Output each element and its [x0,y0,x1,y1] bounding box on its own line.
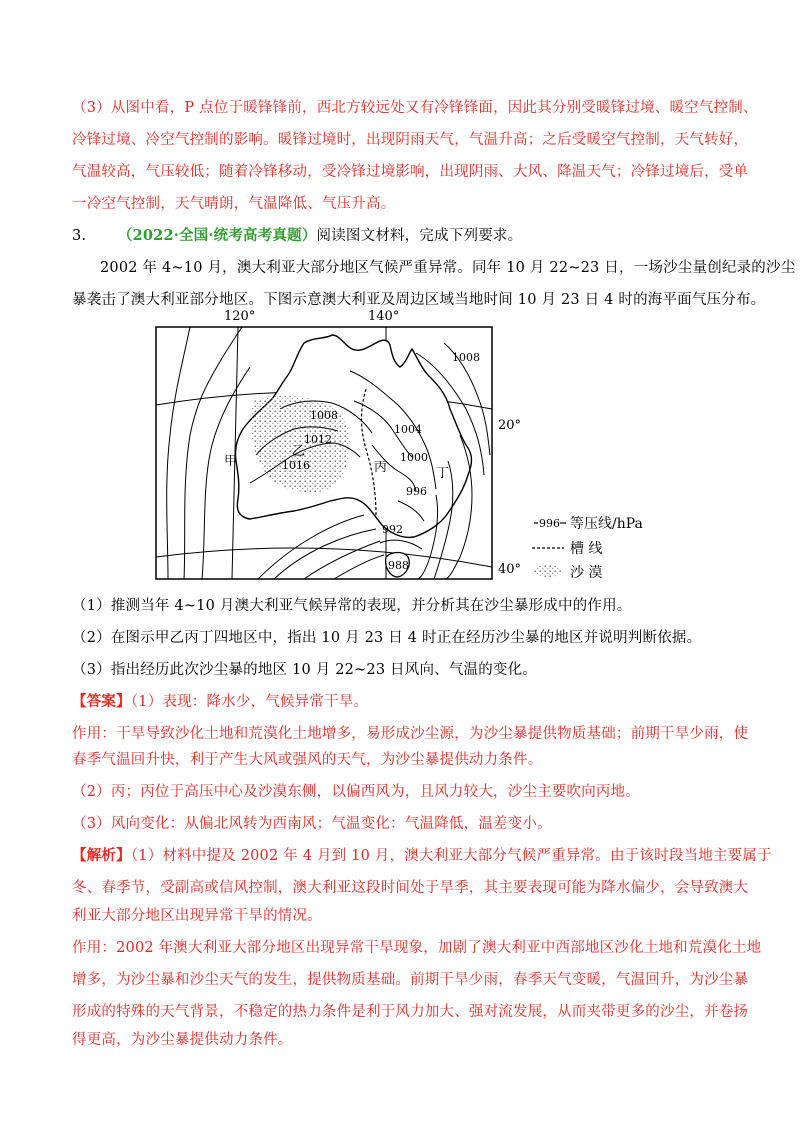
question-source: （2022·全国·统考高考真题） [117,227,317,244]
analysis-text-line: 利亚大部分地区出现异常干旱的情况。 [72,908,322,924]
analysis-text-line: 作用：2002 年澳大利亚大部分地区出现异常干旱现象，加剧了澳大利亚中西部地区沙化土地和荒漠化土地 [72,940,762,956]
material-text-line: 暴袭击了澳大利亚部分地区。下图示意澳大利亚及周边区域当地时间 10 月 23 日 4 时的海平面气压分布。 [72,292,766,308]
answer-text-line: （2）丙；丙位于高压中心及沙漠东侧，以偏西风为，且风力较大，沙尘主要吹向丙地。 [72,784,641,800]
isobar-value-label: 988 [388,559,409,572]
answer-text: （1）表现：降水少，气候异常干旱。 [130,694,369,710]
question-number: 3. [72,228,87,244]
sub-question: （3）指出经历此次沙尘暴的地区 10 月 22~23 日风向、气温的变化。 [72,662,538,678]
region-label-bing: 丙 [374,460,388,475]
pressure-map-figure [154,305,654,585]
sub-question: （1）推测当年 4~10 月澳大利亚气候异常的表现，并分析其在沙尘暴形成中的作用。 [72,598,632,614]
answer-tag: 【答案】 [72,693,131,710]
map-legend [532,515,643,581]
isobar-value-label: 996 [406,485,427,498]
legend-trough-label: 槽 线 [570,541,603,557]
analysis-text-line: 冬、春季节，受副高或信风控制，澳大利亚这段时间处于旱季，其主要表现可能为降水偏少，会导致澳大 [72,880,749,896]
isobar-value-label: 1012 [304,433,332,446]
material-text-line: 2002 年 4~10 月，澳大利亚大部分地区气候严重异常。同年 10 月 22~23 日，一场沙尘量创纪录的沙尘 [100,260,796,276]
analysis-text-line: 形成的特殊的天气背景，不稳定的热力条件是利于风力加大、强对流发展，从而夹带更多的沙尘，并卷扬 [72,1004,749,1020]
analysis-tag: 【解析】 [72,847,131,864]
legend-isobar-sample: 996 [539,517,560,530]
pressure-map [154,305,654,585]
answer-first-line [72,690,368,711]
isobar-value-label: 1016 [282,459,310,472]
sub-question: （2）在图示甲乙丙丁四地区中，指出 10 月 23 日 4 时正在经历沙尘暴的地区并说明判断依据。 [72,630,702,646]
analysis-text: （1）材料中提及 2002 年 4 月到 10 月，澳大利亚大部分气候严重异常。由于该时段当地主要属于 [130,848,772,864]
question-header [72,224,522,245]
longitude-label: 120° [224,309,256,324]
legend-desert-sample [534,565,562,577]
answer-text-line: 气温较高，气压较低；随着冷锋移动，受冷锋过境影响，出现阴雨、大风、降温天气；冷锋过境后，受单 [72,164,749,180]
isobar-value-label: 1000 [400,451,428,464]
isobar-value-label: 1004 [394,423,422,436]
isobar-value-label: 1008 [452,351,480,364]
region-label-jia: 甲 [224,454,238,469]
analysis-text-line: 增多，为沙尘暴和沙尘天气的发生，提供物质基础。前期干旱少雨，春季天气变暖，气温回升，为沙尘暴 [72,972,749,988]
latitude-label: 20° [498,418,522,433]
legend-desert-label: 沙 漠 [570,565,603,581]
answer-text-line: 作用：干旱导致沙化土地和荒漠化土地增多，易形成沙尘源，为沙尘暴提供物质基础；前期干旱少雨，使 [72,726,749,742]
latitude-label: 40° [498,562,522,577]
isobar-value-label: 1008 [310,409,338,422]
isobar-value-label: 992 [382,523,403,536]
legend-isobar-label: 等压线/hPa [570,516,643,532]
answer-text-line: （3）从图中看，P 点位于暖锋锋前，西北方较远处又有冷锋锋面，因此其分别受暖锋过境、暖空气控制、 [72,100,758,116]
region-label-yi: 乙 [292,444,306,459]
analysis-first-line [72,844,772,865]
answer-text-line: （3）风向变化：从偏北风转为西南风；气温变化：气温降低，温差变小。 [72,816,552,832]
question-instruction: 阅读图文材料，完成下列要求。 [316,228,523,244]
answer-text-line: 春季气温回升快，利于产生大风或强风的天气，为沙尘暴提供动力条件。 [72,752,543,768]
answer-text-line: 冷锋过境、冷空气控制的影响。暖锋过境时，出现阴雨天气，气温升高；之后受暖空气控制，天气转好， [72,132,749,148]
region-label-ding: 丁 [436,466,450,481]
answer-text-line: 一冷空气控制，天气晴朗，气温降低、气压升高。 [72,196,396,212]
longitude-label: 140° [368,309,400,324]
analysis-text-line: 得更高，为沙尘暴提供动力条件。 [72,1032,293,1048]
